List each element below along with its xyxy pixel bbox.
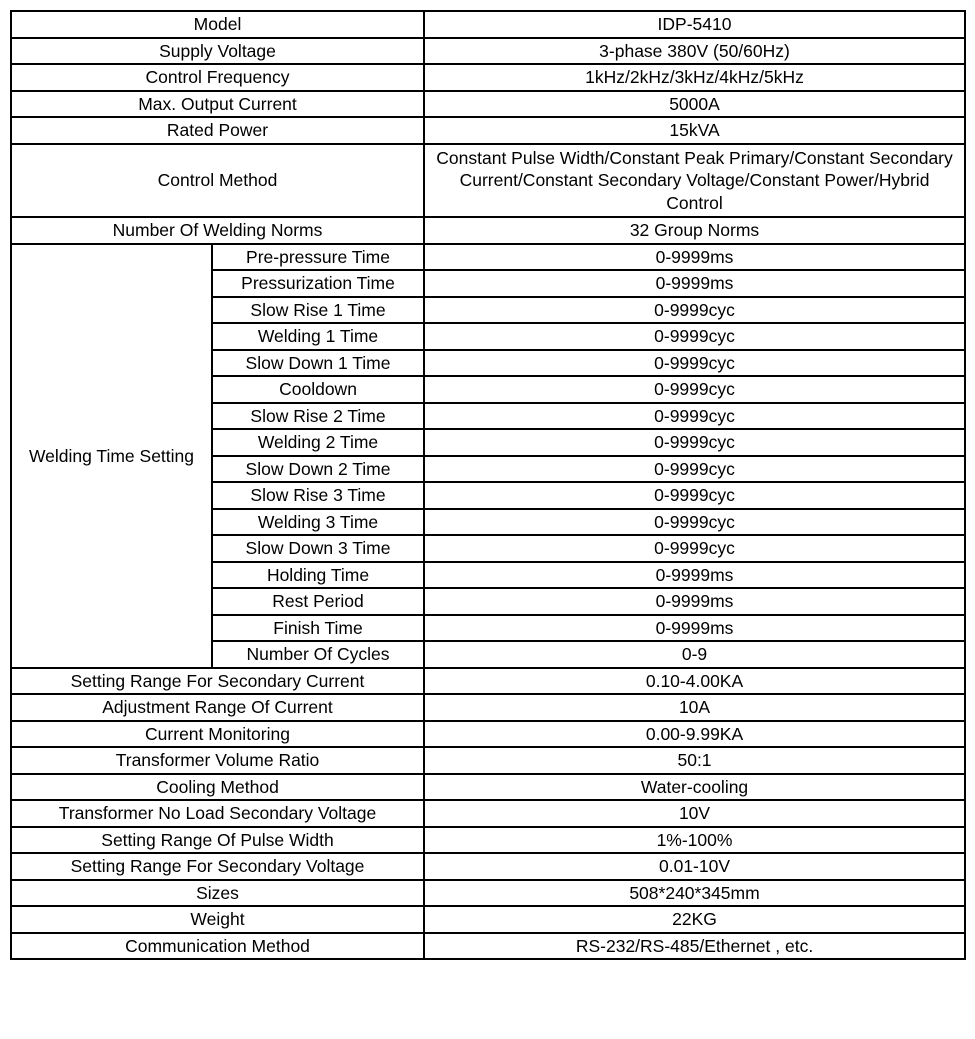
spec-label: Cooling Method: [11, 774, 424, 801]
spec-value: 0-9: [424, 641, 965, 668]
sub-label: Holding Time: [212, 562, 424, 589]
sub-label: Slow Rise 2 Time: [212, 403, 424, 430]
spec-label: Max. Output Current: [11, 91, 424, 118]
spec-value: 1%-100%: [424, 827, 965, 854]
spec-value: 1kHz/2kHz/3kHz/4kHz/5kHz: [424, 64, 965, 91]
spec-label: Supply Voltage: [11, 38, 424, 65]
spec-value: 10V: [424, 800, 965, 827]
spec-value: IDP-5410: [424, 11, 965, 38]
spec-label: Number Of Welding Norms: [11, 217, 424, 244]
spec-value: 0-9999cyc: [424, 429, 965, 456]
spec-label: Weight: [11, 906, 424, 933]
spec-value: 32 Group Norms: [424, 217, 965, 244]
spec-value: 50:1: [424, 747, 965, 774]
spec-value: 0-9999cyc: [424, 297, 965, 324]
table-row: [11, 721, 965, 748]
table-row: [11, 853, 965, 880]
spec-value: 0-9999cyc: [424, 376, 965, 403]
spec-value: 0-9999cyc: [424, 323, 965, 350]
spec-value: 5000A: [424, 91, 965, 118]
spec-value: 0-9999cyc: [424, 456, 965, 483]
spec-label: Model: [11, 11, 424, 38]
table-row: [11, 668, 965, 695]
spec-value: Constant Pulse Width/Constant Peak Primary/Constant Secondary Current/Constant Secondary Voltage/Constant Power/Hybrid Control: [424, 144, 965, 218]
spec-label: Control Frequency: [11, 64, 424, 91]
table-row: [11, 38, 965, 65]
spec-value: 0-9999cyc: [424, 509, 965, 536]
spec-value: 22KG: [424, 906, 965, 933]
spec-table: [10, 10, 966, 960]
sub-label: Pre-pressure Time: [212, 244, 424, 271]
table-row: [11, 933, 965, 960]
spec-label: Setting Range For Secondary Current: [11, 668, 424, 695]
spec-label: Transformer No Load Secondary Voltage: [11, 800, 424, 827]
spec-label: Current Monitoring: [11, 721, 424, 748]
table-row: [11, 91, 965, 118]
table-row: [11, 217, 965, 244]
table-row: [11, 244, 965, 271]
spec-value: 0.01-10V: [424, 853, 965, 880]
sub-label: Rest Period: [212, 588, 424, 615]
spec-label: Sizes: [11, 880, 424, 907]
table-row: [11, 906, 965, 933]
spec-value: 0.00-9.99KA: [424, 721, 965, 748]
spec-label: Rated Power: [11, 117, 424, 144]
table-row: [11, 117, 965, 144]
sub-label: Slow Down 3 Time: [212, 535, 424, 562]
spec-value: 0-9999ms: [424, 615, 965, 642]
spec-value: 0.10-4.00KA: [424, 668, 965, 695]
sub-label: Welding 1 Time: [212, 323, 424, 350]
sub-label: Pressurization Time: [212, 270, 424, 297]
table-row: [11, 880, 965, 907]
table-row: [11, 64, 965, 91]
spec-value: 0-9999cyc: [424, 482, 965, 509]
sub-label: Number Of Cycles: [212, 641, 424, 668]
sub-label: Slow Down 1 Time: [212, 350, 424, 377]
spec-value: 0-9999cyc: [424, 350, 965, 377]
sub-label: Welding 3 Time: [212, 509, 424, 536]
spec-value: 0-9999ms: [424, 588, 965, 615]
table-row: [11, 800, 965, 827]
table-row: [11, 774, 965, 801]
spec-label: Setting Range For Secondary Voltage: [11, 853, 424, 880]
spec-value: 508*240*345mm: [424, 880, 965, 907]
spec-value: 0-9999ms: [424, 270, 965, 297]
sub-label: Slow Rise 1 Time: [212, 297, 424, 324]
spec-value: 3-phase 380V (50/60Hz): [424, 38, 965, 65]
spec-value: 0-9999ms: [424, 562, 965, 589]
group-label: Welding Time Setting: [11, 244, 212, 668]
spec-label: Setting Range Of Pulse Width: [11, 827, 424, 854]
spec-label: Communication Method: [11, 933, 424, 960]
table-row: [11, 827, 965, 854]
spec-value: Water-cooling: [424, 774, 965, 801]
spec-value: 15kVA: [424, 117, 965, 144]
spec-value: 0-9999ms: [424, 244, 965, 271]
spec-value: 0-9999cyc: [424, 535, 965, 562]
spec-value: RS-232/RS-485/Ethernet , etc.: [424, 933, 965, 960]
sub-label: Slow Rise 3 Time: [212, 482, 424, 509]
sub-label: Welding 2 Time: [212, 429, 424, 456]
sub-label: Finish Time: [212, 615, 424, 642]
spec-value: 0-9999cyc: [424, 403, 965, 430]
spec-label: Transformer Volume Ratio: [11, 747, 424, 774]
table-row: [11, 11, 965, 38]
sub-label: Cooldown: [212, 376, 424, 403]
table-row: [11, 747, 965, 774]
spec-label: Adjustment Range Of Current: [11, 694, 424, 721]
spec-label: Control Method: [11, 144, 424, 218]
spec-value: 10A: [424, 694, 965, 721]
table-row: [11, 694, 965, 721]
sub-label: Slow Down 2 Time: [212, 456, 424, 483]
table-row: [11, 144, 965, 218]
